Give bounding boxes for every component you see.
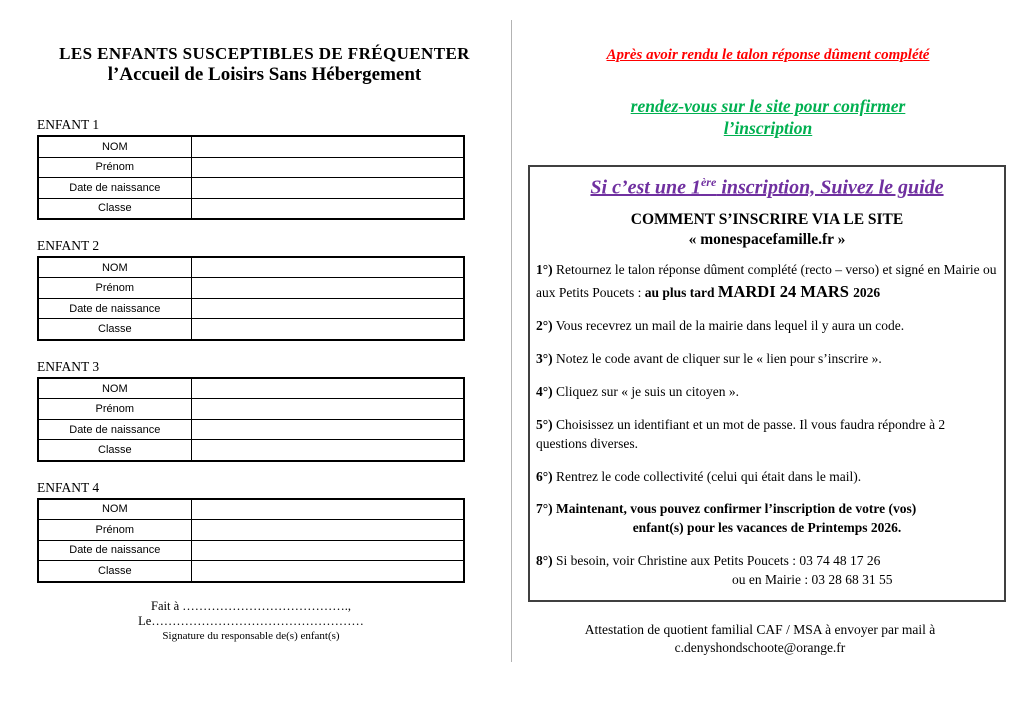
table-row [38,440,464,461]
attestation-email: c.denyshondschoote@orange.fr [674,639,846,655]
step-text: Notez le code avant de cliquer sur le « lien pour s’inscrire ». [552,351,882,367]
row-label-prenom: Prénom [38,520,191,541]
guide-heading-line-2: « monespacefamille.fr » [688,230,846,248]
step-text: Cliquez sur « je suis un citoyen ». [552,383,740,399]
steps-list [536,261,998,590]
row-label-classe: Classe [38,440,191,461]
table-row [38,419,464,440]
instructions-panel [512,0,1024,724]
table-row [38,136,464,157]
step-text: Vous recevrez un mail de la mairie dans lequel il y aura un code. [552,318,905,334]
step-1 [536,261,998,303]
step-6 [536,468,998,487]
signature-caption: Signature du responsable de(s) enfant(s) [162,629,340,642]
child-heading: ENFANT 4 [37,479,100,495]
deadline-year: 2026 [853,285,881,301]
value-cell-classe [191,319,464,340]
value-cell-nom [191,378,464,399]
table-row [38,157,464,178]
step-text: Si besoin, voir Christine aux Petits Poucets : 03 74 48 17 26 [552,553,881,569]
child-heading: ENFANT 2 [37,238,100,254]
title-line-1: LES ENFANTS SUSCEPTIBLES DE FRÉQUENTER [59,44,470,63]
guide-title-text: Si c’est une 1 [590,176,701,199]
step-number: 2°) [536,318,553,334]
step-bold-text: au plus tard [644,285,718,301]
table-row [38,257,464,278]
value-cell-naissance [191,540,464,561]
value-cell-prenom [191,520,464,541]
row-label-classe: Classe [38,198,191,219]
row-label-nom: NOM [38,136,191,157]
value-cell-classe [191,440,464,461]
step-number: 5°) [536,416,553,432]
guide-box-title [536,175,998,201]
child-info-table [37,498,465,583]
green-notice-line-1: rendez-vous sur le site pour confirmer [630,96,906,116]
table-row [38,540,464,561]
child-section-4 [37,481,465,583]
row-label-classe: Classe [38,319,191,340]
red-notice: Après avoir rendu le talon réponse dûment complété [606,47,930,63]
table-row [38,499,464,520]
step-number: 4°) [536,383,553,399]
guide-box-heading [536,210,998,249]
value-cell-naissance [191,178,464,199]
attestation-note [512,621,1008,656]
table-row [38,298,464,319]
value-cell-classe [191,198,464,219]
child-heading: ENFANT 3 [37,358,100,374]
table-row [38,378,464,399]
step-3 [536,350,998,369]
value-cell-prenom [191,399,464,420]
row-label-naissance: Date de naissance [38,298,191,319]
fait-le-line: Fait à …………………………………., Le…………………………………………… [138,598,364,628]
step-text-line-2: enfant(s) pour les vacances de Printemps 2026. [632,520,902,536]
value-cell-classe [191,561,464,582]
step-text-line-2: ou en Mairie : 03 28 68 31 55 [732,572,893,588]
table-row [38,520,464,541]
child-sections [37,118,465,582]
table-row [38,178,464,199]
child-info-table [37,256,465,341]
guide-heading-line-1: COMMENT S’INSCRIRE VIA LE SITE [630,211,904,229]
row-label-naissance: Date de naissance [38,419,191,440]
step-7 [536,500,998,538]
page-title [38,44,491,86]
guide-box [528,165,1006,602]
row-label-prenom: Prénom [38,278,191,299]
value-cell-prenom [191,278,464,299]
green-notice [512,96,1024,140]
step-number: 8°) [536,553,553,569]
row-label-nom: NOM [38,378,191,399]
step-5 [536,416,998,454]
child-info-table [37,135,465,220]
child-section-3 [37,360,465,462]
row-label-naissance: Date de naissance [38,178,191,199]
child-section-2 [37,239,465,341]
value-cell-nom [191,136,464,157]
attestation-line-1: Attestation de quotient familial CAF / MSA à envoyer par mail à [584,622,936,638]
deadline-date: MARDI 24 MARS [717,282,854,302]
step-number: 7°) [536,501,553,517]
step-number: 6°) [536,468,553,484]
title-line-2: l’Accueil de Loisirs Sans Hébergement [107,64,422,86]
step-number: 3°) [536,351,553,367]
table-row [38,198,464,219]
table-row [38,399,464,420]
step-2 [536,317,998,336]
row-label-naissance: Date de naissance [38,540,191,561]
value-cell-nom [191,257,464,278]
green-notice-line-2: l’inscription [723,117,813,138]
table-row [38,319,464,340]
step-text: Rentrez le code collectivité (celui qui était dans le mail). [552,468,862,484]
step-number: 1°) [536,262,553,278]
row-label-nom: NOM [38,499,191,520]
step-text: Choisissez un identifiant et un mot de passe. Il vous faudra répondre à 2 questions diverses. [536,416,946,451]
row-label-prenom: Prénom [38,399,191,420]
value-cell-nom [191,499,464,520]
value-cell-naissance [191,419,464,440]
step-4 [536,383,998,402]
table-row [38,561,464,582]
value-cell-naissance [191,298,464,319]
guide-title-sup: ère [700,174,717,189]
child-heading: ENFANT 1 [37,117,100,133]
row-label-classe: Classe [38,561,191,582]
child-info-table [37,377,465,462]
row-label-prenom: Prénom [38,157,191,178]
step-text: Maintenant, vous pouvez confirmer l’inscription de votre (vos) [552,501,917,517]
child-section-1 [37,118,465,220]
value-cell-prenom [191,157,464,178]
step-8 [536,552,998,590]
step-text: Retournez le talon réponse dûment complété (recto – verso) et signé en Mairie ou aux Petits Poucets : [536,262,997,301]
row-label-nom: NOM [38,257,191,278]
guide-title-text-2: inscription, Suivez le guide [716,176,944,199]
table-row [38,278,464,299]
